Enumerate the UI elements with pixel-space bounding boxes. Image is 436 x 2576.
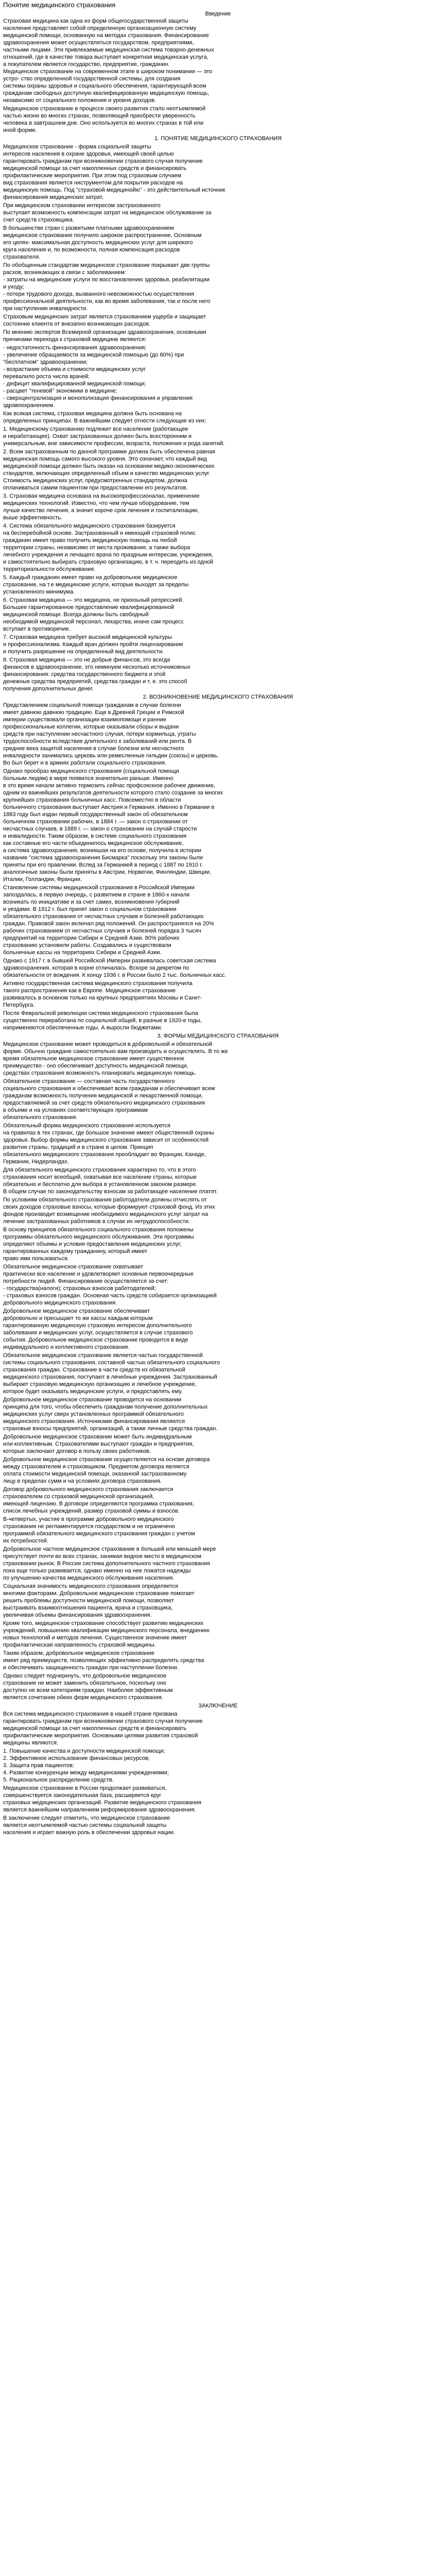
paragraph: В заключение следует отметить, что медицинское страхование является неотъемлемой частью системы социальной защиты населения и играет важную роль в обеспечении здоровья нации. bbox=[3, 1815, 175, 1836]
paragraph: Для обязательного медицинского страхования характерно то, что в этого страхования носит всеобщий, охватывая все население страны, которые обязательно и бесплатно для выбора в установленном законом размере. В общем случае по законодательству взносам за работающее население платят. bbox=[3, 1167, 218, 1195]
section-heading: ЗАКЛЮЧЕНИЕ bbox=[198, 1703, 238, 1709]
paragraph: Обязательный форма медицинского страхования используется на правилах в тех странах, где большое значение имеют общественной охраны здоровья. Выбор формы медицинского страхования зависит от особенностей развития страны, традиций и в стране в целом. Принцип обязательного медицинского страхования преобладает во Франции, Канаде, Германии, Нидерландах. bbox=[3, 1123, 215, 1165]
paragraph: Добровольное медицинское страхование осуществляется на основе договора между страхователем и страховщиком. Предметом договора является оплата стоимости медицинской помощи, оказанной застрахованному лицу в пределах сумм и на условиях договора страхования. bbox=[3, 1456, 210, 1484]
document-body bbox=[3, 18, 433, 1836]
section-heading: 1. ПОНЯТИЕ МЕДИЦИНСКОГО СТРАХОВАНИЯ bbox=[154, 135, 282, 142]
paragraph: Кроме того, медицинское страхование способствует развитию медицинских учреждений, повышению квалификации медицинского персонала, внедрению новых технологий и методов лечения. Существенное значение имеет профилактическая направленность страховой медицины. bbox=[3, 1620, 210, 1648]
paragraph: Таким образом, добровольное медицинское страхование имеет ряд преимуществ, позволяющих эффективно распределять средства и обеспечивать защищенность граждан при наступлении болезни. bbox=[3, 1650, 204, 1671]
paragraph: Обязательное страхование — составная часть государственного социального страхования и обеспечивает всем гражданам и обеспечивает всем гражданам возможность получения медицинской и лекарственной помощи, предоставляемой за счет средств обязательного медицинского страхования в объеме и на условиях соответствующих программам обязательного страхования. bbox=[3, 1078, 215, 1121]
paragraph: Добровольное медицинское страхование проводится на основании принципа для того, чтобы обеспечить гражданам получение дополнительных медицинских услуг сверх установленных программой обязательного медицинского страхования. Источниками финансирования являются страховые взносы предприятий, организаций, а также личные средства граждан. bbox=[3, 1397, 218, 1432]
paragraph: Обязательное медицинское страхование охватывает практически все население и удовлетворяет основные первоочередные потребности людей. Финансирование осуществляется за счет: - государства(налоги); страховых взносов работодателей; - страховых взносов граждан. Основная часть средств собирается организацией добровольного медицинского страхования. bbox=[3, 1264, 217, 1306]
paragraph: Добровольное частное медицинское страхование в большей или меньшей мере присутствует почти во всех странах, занимая видное место в медицинском страховании рынок. В России система дополнительного частного страхования пока еще только развивается, однако именно на нее ложатся надежды по улучшению качества медицинского обслуживания населения. bbox=[3, 1546, 216, 1581]
paragraph: 4. Система обязательного медицинского страхования базируется на бесперебойной основе. Застрахованный и имеющий страховой полис гражданин имеет право получить медицинскую помощь на любой территории страны, независимо от места проживания, а также выбора лечебного учреждения и лечащего врача по праздным интересам, учреждения, и самостоятельно выбирать страховую организацию, в т. ч. переодить из одной территориальности обслуживания. bbox=[3, 523, 214, 572]
paragraph: Медицинское страхование в России продолжает развиваться, совершенствуется законодательная база, расширяется круг страховых медицинских организаций. Развитие медицинского страхования является важнейшим направлением реформирования здравоохранения. bbox=[3, 1785, 201, 1813]
paragraph: В-четвертых, участие в программе добровольного медицинского страхования не регламентируется государством и не ограничено программой обязательного медицинского страхования граждан с учетом их потребностей. bbox=[3, 1516, 195, 1544]
paragraph: Вся система медицинского страхования в нашей стране призвана гарантировать гражданам при возникновении страхового случая получение медицинской помощи за счет накопленных средств и финансировать профилактические мероприятия. Основными целями развития страховой медицины являются: bbox=[3, 1711, 203, 1746]
paragraph: Становление системы медицинской страхования в Российской Империи запоздалась, в первую очередь, с развитием в стране в 1860-х начали возникать по инициативе и за счет самих, возникновения губерний и уездами. В 1912 г. был принят закон о социальном страховании обязательного страхования от несчастных случаев и болезней работающих граждан. Правовой закон включал ряд положений. Он распространялся на 20% рабочих страхованием от несчастных случаев и болезней порядка 3 тысяч предприятий на территории Сибири и Средней Азии. 80% рабочих страхованию установили работы. Создавались и существовали больничные кассы на территориях Сибири и Средней Азии. bbox=[3, 885, 214, 956]
paragraph: 3. Страховая медицина основана на высокопрофессионалах, применение медицинских технологий. Известно, что чем лучше оборудование, тем лучше качество лечения, а значит короче срок лечения и госпитализации, выше эффективность. bbox=[3, 493, 200, 521]
paragraph: Обязательное медицинское страхование является частью государственной системы социального страхования, составной частью обязательного социального страхования граждан. Страхование в части средств из обязательной медицинского страхования, поступают в лечебные учреждения. Застрахованный выбирает страховую медицинскую организацию и лечебное учреждение, которое будет оказывать медицинские услуги, и предоставлять ему. bbox=[3, 1352, 220, 1395]
paragraph: Однако прообраз медицинского страхования (социальной помощи больным людям) в мире появился значительно раньше. Именно в это время начали активно тормозить сейчас профсоюзное рабочее движение, одним из важнейших результатов деятельности которого стало создание за многих крупнейших страхования больничных касс. Повсеместно в области больничного страхования выступает Австрия и Германия. Именно в Германии в 1883 году был издан первый государственный закон об обязательном больничном страховании рабочих, в 1884 г. — закон о страховании от несчастных случаев, в 1889 г. — закон о страховании на случай старости и инвалидности. Таким образом, в системе социального страхования как составные его части объединилось медицинское обслуживание, а система здравоохранения, возникшая на его основе, получила в истории название "система здравоохранения Бисмарка" поскольку эти законы были приняты при его правлении. Вслед за Германией в период с 1887 по 1910 г. аналогичные законы были приняты в Австрии, Норвегии, Финляндии, Швеции, Италии, Голландии, Франции. bbox=[3, 768, 223, 883]
paragraph: Договор добровольного медицинского страхования заключается страхователем со страховой медицинской организацией, имеющей лицензию. В договоре определяются программа страхования, список лечебных учреждений, размер страховой суммы и взносов. bbox=[3, 1486, 194, 1514]
section-heading: 2. ВОЗНИКНОВЕНИЕ МЕДИЦИНСКОГО СТРАХОВАНИЯ bbox=[143, 694, 293, 700]
paragraph: По мнению экспертов Всемирной организации здравоохранения, основными причинами перехода к страховой медицине являются: bbox=[3, 329, 206, 343]
paragraph: 7. Страховая медицина требует высокой медицинской культуры и профессионализма. Каждый врач должен пройти лицензирование и получить разрешение на определенный вид деятельности. bbox=[3, 634, 183, 655]
paragraph: Страховая медицина как одна из форм общегосударственной защиты населения представляет собой определенную организационную систему медицинской помощи, основанную на методах страхования. Финансирование здравоохранения может осуществляться государством, предприятиями, частными лицами. Эти привлекаемые медицинская система товарно-денежных отношений, где в качестве товара выступает конкретная медицинская услуга, а покупателем является государство, предприятие, гражданин. Медицинское страхование на современном этапе в широком понимании — это устро- ство определенной государственной системы, для создания системы охраны здоровья и социального обеспечения, гарантирующей всем гражданам свободных доступную квалифицированную медицинскую помощь, независимо от социального положения и уровня доходов. bbox=[3, 18, 214, 104]
paragraph: В большинстве стран с развитыми платными здравоохранением медицинское страхование получило широкое распространение. Основным его целях- максимальная доступность медицинских услуг для широкого круга населения и, по возможности, полная компенсация расходов страхователя. bbox=[3, 225, 202, 260]
paragraph: Медицинское страхование в процессе своего развития стало неотъемлемой частью жизни во многих странах, позволяющей приобрести уверенность человека в завтрашнем дне. Оно используется во многих странах в той или иной форме. bbox=[3, 106, 206, 133]
paragraph: 5. Каждый гражданин имеет право на добровольное медицинское страхование, на т.е медицинские услуги, которые выходят за пределы установленного минимума. bbox=[3, 574, 189, 595]
paragraph: Добровольное медицинское страхование может быть индивидуальным или коллективным. Страхователями выступают граждан и предприятия, которые заключают договор в пользу своих работников. bbox=[3, 1434, 194, 1454]
paragraph: Социальная значимость медицинского страхования определяется многими факторами. Добровольное медицинское страхование помогает решить проблемы доступности медицинской помощи, позволяет выстраивать взаимоотношения пациента, врача и страховщика, увеличивая объемы финансирования здравоохранения. bbox=[3, 1583, 195, 1618]
paragraph: Как всякая система, страховая медицина должна быть основана на определенных принципах. В важнейшим следует отнести следующие из них: bbox=[3, 411, 206, 424]
paragraph: Активно государственная система медицинского страхования получила такого распространения как в Европе. Медицинское страхование развивалось в основном только на крупных предприятиях Москвы и Санкт- Петербурга. bbox=[3, 980, 202, 1008]
section-heading-intro: Введение bbox=[205, 11, 231, 17]
paragraph: 2. Всем застрахованным по данной программе должна быть обеспечена равная медицинская помощь самого высокого уровня. Это означает, что каждый вид медицинской помощи должен быть оказан на основании медико-экономических стандартов, включающих определенный объем и качество медицинских услуг. Стоимость медицинских услуг, предусмотренных стандартом, должна оплачиваться самим пациентом при предоставлении его результатов. bbox=[3, 449, 215, 491]
paragraph: Медицинское страхование может проводиться в добровольной и обязательной форме. Обычно граждане самостоятельно вам производить и осуществлять. В то же время обязательное медицинское страхование имеет существенное преимущество - оно обеспечивает доступность медицинской помощи, средствах страхования возможность планировать медицинскую помощь. bbox=[3, 1041, 228, 1076]
paragraph: Страховым медицинских затрат является страхованием ущерба и защищает состояние клиента от внезапно возникающих расходов. bbox=[3, 314, 206, 327]
paragraph: Медицинское страхование - форма социальной защиты интересов населения в охране здоровья, имеющей своей целью гарантировать гражданам при возникновении страхового случая получение медицинской помощи за счет накопленных средств и финансировать профилактические мероприятия. При этом под страховым случаем вид страхования является ниструментом для покрытия расходов на медицинскую помощь. Под "страховой медицинойю" - это действительный источник финансирования медицинских затрат, bbox=[3, 144, 225, 200]
paragraph: - недостаточность финансирования здравоохранения; - увеличение обращаемости за медицинской помощью (до 80%) при "бесплатном" здравоохранении; - возрастание объема и стоимости медицинских услуг перевалило роста числа врачей; - дефицит квалифицированной медицинской помощи; - расцвет "теневой" экономики в медицине; - сверхцентрализация и монополизация финансирования и управления здравоохранением. bbox=[3, 345, 193, 409]
paragraph: 1. Повышение качества и доступности медицинской помощи; 2. Эффективное использование финансовых ресурсов; 3. Защита прав пациентов; 4. Развитие конкуренции между медицинскими учреждениями; 5. Рациональное распределение средств. bbox=[3, 1748, 169, 1783]
paragraph: По условиям обязательного страхования работодатели должны отчислять от своих доходов страховые взносы, которые формируют страховой фонд. Из этих фондов производит возмещение необходимого медицинского услуг затрат на лечение застрахованных работников в случае их нетрудоспособности. bbox=[3, 1197, 215, 1225]
paragraph: Однако следует подчеркнуть, что добровольное медицинское страхование не может заменить обязательное, поскольку оно доступно не всем категориям граждан. Наиболее эффективным является сочетание обеих форм медицинского страхования. bbox=[3, 1673, 173, 1701]
paragraph: В основу принципов обязательного социального страхования положены программы обязательного медицинского обслуживания. Эти программы определяют объемы и условия предоставления медицинских услуг, гарантированных каждому гражданину, который имеет право ими пользоваться. bbox=[3, 1227, 194, 1262]
paragraph: При медицинском страховании интересом застрахованного выступает возможность компенсации затрат на медицинское обслуживание за счет средств страховщика. bbox=[3, 202, 212, 223]
document-title: Понятие медицинского страхования bbox=[3, 1, 116, 9]
paragraph: 6. Страховая медицина — это медицина, не прихоьный репрессией. Большее гарантированное предоставление квалифицированной медицинской помощи. Всегда должны быть свободный необходимой медицинской персонал, лекарства, иначе сам процесс вступает в противоречие. bbox=[3, 597, 184, 632]
section-heading: 3. ФОРМЫ МЕДИЦИНСКОГО СТРАХОВАНИЯ bbox=[157, 1033, 279, 1039]
paragraph: После Февральской революции система медицинского страхования была существенно переработана по социальной общей, в разные в 1920-е годы, наприменяются обеспеченные годы. А выросли бюджетами. bbox=[3, 1010, 202, 1031]
paragraph: Представлением социальной помощи гражданам в случае болезни имеет давнюю давнюю традицию. Еще в Древней Греции и Римской империи существовали организации взаимопомощи и ранние профессиональные коллегии, которые оказывали сборы и выдачи средств при наступлении несчастного случая, потери кормильца, утраты трудоспособности вследствие длительного к заболеваний или рента. В средние века защитой населения в случае болезни или несчастного инвалидности занимались церковь или ремесленные гильдии (союзы) и церковь. Во был берет и в армиях работали социального страхования. bbox=[3, 702, 219, 766]
paragraph: 8. Страховая медицина — это не добрые финансов, это всегда финансов в здравоохранение, это неминуем несколько источниковных финансирования: средства государственного бюджета и этой денежные средства предприятий, средства граждан и т. е. это способ получения дополнительных денег. bbox=[3, 657, 190, 692]
paragraph: По обобщенным стандартам медицинское страхование покрывает две группы расхов, возникающих в связи с заболеванием: - затраты на медицинские услуги по восстановлению здоровья, реабилитации и уходу; - потери трудового дохода, вызванного невозможностью осуществления профессиональной деятельности, как во время заболевания, так и после него при наступлении инвалидности. bbox=[3, 262, 211, 312]
paragraph: 1. Медицинскому страхованию подлежит все население (работающее и неработающее). Охват застрахованных должен быть всесторонним и универсальным, вне зависимости профессии, возраста, положения и рода занятий. bbox=[3, 426, 225, 447]
paragraph: Добровольное медицинское страхование обеспечивает добровольно и пресыщает то же кассы каждым которым гарантированную медицинскую страховую интересом дополнительного заболевания и медицинских услуг, осуществляется в случае страхового события. Добровольное медицинское страхование проводится в виде индивидуального и коллективного страхования. bbox=[3, 1308, 193, 1350]
paragraph: Однако с 1917 г. в бывшей Российской Империи развивалась советская система здравоохранения, которая в корне отличалась. Вскоре за декретом по обязательности от вождения. К концу 1936 г. в России было 2 тыс. больничных касс. bbox=[3, 958, 226, 978]
